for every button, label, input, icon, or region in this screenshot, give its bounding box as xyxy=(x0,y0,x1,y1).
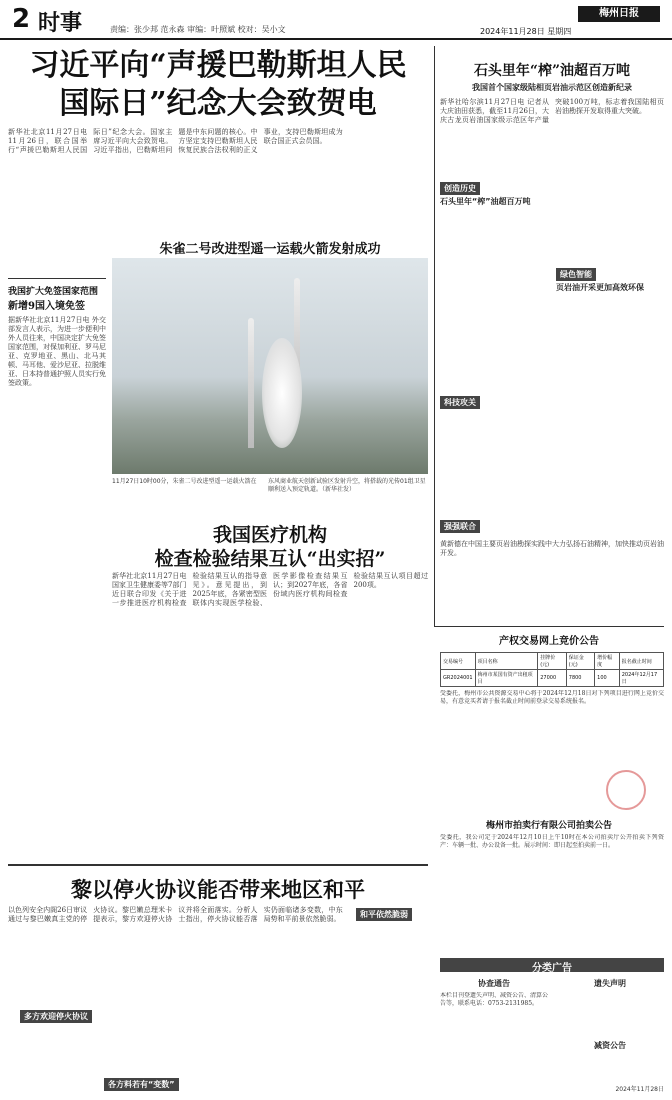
medical-body: 新华社北京11月27日电 国家卫生健康委等7部门近日联合印发《关于进一步推进医疗机构检查检验结果互认的指导意见》。意见提出，到2025年底，各紧密型医联体内实现医学检验、医学影像检查结果互认；到2027年底，各省份域内医疗机构间检查检验结果互认项目超过200项。 xyxy=(112,572,428,607)
rocket-headline: 朱雀二号改进型遥一运载火箭发射成功 xyxy=(159,242,381,257)
column-divider xyxy=(434,46,435,626)
divider xyxy=(434,626,664,627)
auction-title: 梅州市拍卖行有限公司拍卖公告 xyxy=(485,821,612,831)
lead-headline-2: 国际日”纪念大会致贺电 xyxy=(59,86,377,121)
ad-th-0: 交易编号 xyxy=(441,653,476,670)
lebanon-subhead-2: 和平依然脆弱 xyxy=(356,908,412,921)
classified-body: 本栏目刊登遗失声明、减资公告、清算公告等，联系电话：0753-2131985。 xyxy=(440,992,548,1007)
masthead xyxy=(0,0,672,40)
divider xyxy=(8,278,106,279)
oil-headline: 石头里年“榨”油超百万吨 xyxy=(473,63,631,79)
oil-tag-tech: 科技攻关 xyxy=(440,396,480,409)
ad-th-5: 报名截止时间 xyxy=(619,653,663,670)
oil-tag-history: 创造历史 xyxy=(440,182,480,195)
visa-headline-2: 新增9国入境免签 xyxy=(8,301,85,312)
ad-th-3: 保证金(元) xyxy=(566,653,594,670)
lebanon-body: 以色列安全内阁26日审议通过与黎巴嫩真主党的停火协议。黎巴嫩总理米卡提表示，黎方欢迎停火协议并将全面落实。分析人士指出，停火协议能否落实仍面临诸多变数，中东局势和平前景依然脆弱。 xyxy=(8,906,343,923)
ad-table xyxy=(440,652,664,687)
ad-th-1: 项目名称 xyxy=(475,653,538,670)
oil-tag-partnership: 强强联合 xyxy=(440,520,480,533)
ad-title: 产权交易网上竞价公告 xyxy=(499,636,599,647)
medical-headline-2: 检查检验结果互认“出实招” xyxy=(154,548,386,570)
oil-tag-green: 绿色智能 xyxy=(556,268,596,281)
exhaust-plume xyxy=(262,338,302,448)
section-name: 时事 xyxy=(38,11,83,36)
rocket-caption-left: 11月27日10时00分，朱雀二号改进型遥一运载火箭在 xyxy=(112,478,257,485)
rocket-left xyxy=(248,318,254,448)
oil-body: 新华社哈尔滨11月27日电 记者从大庆油田获悉，截至11月26日，大庆古龙页岩油国家级示范区年产量突破100万吨，标志着我国陆相页岩油勘探开发取得重大突破。 xyxy=(440,98,664,124)
ad-td-0: GR2024001 xyxy=(441,670,476,687)
ad-body: 受委托，梅州市公共资源交易中心将于2024年12月18日对下列项目进行网上竞价交易，有意竞买者请于报名截止时间前登录交易系统报名。 xyxy=(440,690,664,705)
lebanon-subhead-1: 多方欢迎停火协议 xyxy=(20,1010,92,1023)
medical-headline-1: 我国医疗机构 xyxy=(212,524,327,546)
oil-green-head: 页岩油开采更加高效环保 xyxy=(556,283,644,292)
rocket-caption-right: 东风商业航天创新试验区发射升空，将搭载的光传01组卫星顺利送入预定轨道。（新华社发） xyxy=(268,478,426,493)
ad-td-5: 2024年12月17日 xyxy=(619,670,663,687)
classified-right-head: 遗失声明 xyxy=(594,979,626,988)
rocket-launch-photo xyxy=(112,258,428,474)
classified-header: 分类广告 xyxy=(440,958,664,972)
lebanon-headline: 黎以停火协议能否带来地区和平 xyxy=(71,877,365,902)
oil-subhead-2: 石头里年“榨”油超百万吨 xyxy=(440,197,531,206)
lead-body: 新华社北京11月27日电 11月26日，联合国举行“声援巴勒斯坦人民国际日”纪念大会。国家主席习近平向大会致贺电。习近平指出，巴勒斯坦问题是中东问题的核心。中方坚定支持巴勒斯坦人民恢复民族合法权利的正义事业，支持巴勒斯坦成为联合国正式会员国。 xyxy=(8,128,343,154)
classified-left-head: 协查通告 xyxy=(478,979,510,988)
ad-th-2: 挂牌价(元) xyxy=(538,653,567,670)
visa-headline-1: 我国扩大免签国家范围 xyxy=(8,287,99,297)
ad-td-1: 梅州市某国有资产出租项目 xyxy=(475,670,538,687)
lead-headline-1: 习近平向“声援巴勒斯坦人民 xyxy=(29,48,407,83)
classified-date: 2024年11月28日 xyxy=(615,1086,664,1093)
lebanon-subhead-3: 各方料若有“变数” xyxy=(104,1078,179,1091)
page-number: 2 xyxy=(12,4,31,34)
oil-subhead: 我国首个国家级陆相页岩油示范区创造新纪录 xyxy=(472,83,632,92)
ad-td-3: 7800 xyxy=(566,670,594,687)
staff-credits: 责编：张少邦 范永森 审编：叶照斌 校对：吴小文 xyxy=(110,25,286,34)
visa-body: 据新华社北京11月27日电 外交部发言人表示，为进一步便利中外人员往来，中国决定扩大免签国家范围，对保加利亚、罗马尼亚、克罗地亚、黑山、北马其顿、马耳他、爱沙尼亚、拉脱维亚、日本持普通护照人员实行免签政策。 xyxy=(8,316,106,387)
auction-body: 受委托，我公司定于2024年12月10日上午10时在本公司拍卖厅公开拍卖下列资产：车辆一批、办公设备一批。展示时间：即日起至拍卖前一日。 xyxy=(440,834,664,849)
issue-date: 2024年11月28日 星期四 xyxy=(480,27,572,36)
ad-td-4: 100 xyxy=(595,670,620,687)
classified-right-head-2: 减资公告 xyxy=(594,1041,626,1050)
ad-th-4: 增价幅度 xyxy=(595,653,620,670)
ad-td-2: 27000 xyxy=(538,670,567,687)
divider xyxy=(8,864,428,866)
oil-side-text: 黄新德在中国主要页岩油勘探实践中大力弘扬石油精神，加快推动页岩油开发。 xyxy=(440,540,664,557)
seal-stamp xyxy=(606,770,646,810)
newspaper-logo: 梅州日报 xyxy=(578,6,660,22)
